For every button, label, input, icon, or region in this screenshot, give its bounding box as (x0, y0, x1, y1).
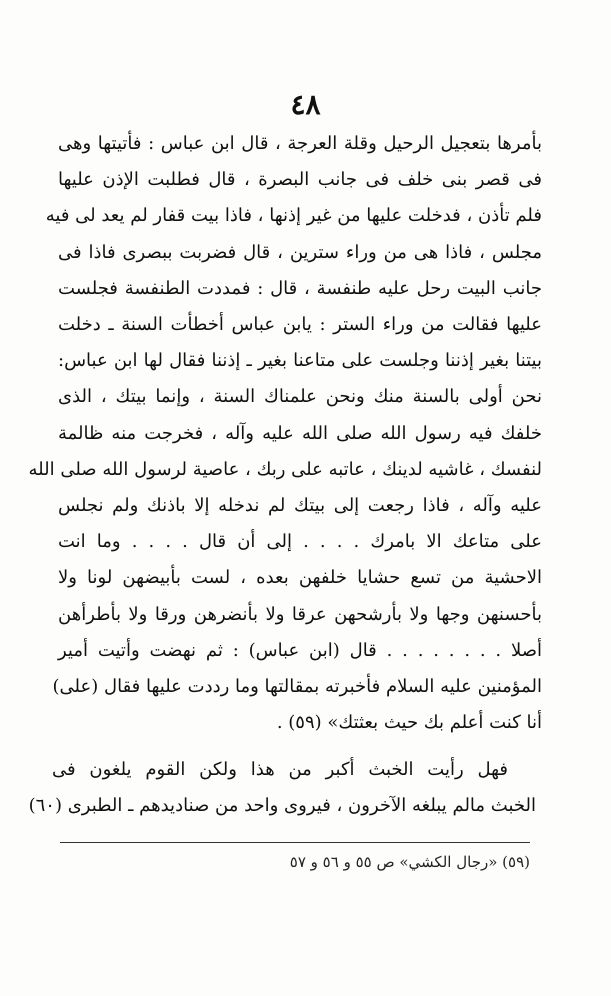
second-paragraph (28, 752, 536, 824)
text-line: خلفك فيه رسول الله صلى الله عليه وآله ، فخرجت منه ظالمة (58, 422, 542, 444)
text-line: على متاعك الا بامرك . . . . إلى أن قال . . . . وما انت (58, 531, 542, 553)
page-number: ٤٨ (290, 88, 321, 121)
text-line: أصلا . . . . . . . . قال (ابن عباس) : ثم نهضت وأتيت أمير (58, 639, 542, 661)
text-line: الاحشية من تسع حشايا خلفهن بعده ، لست بأبيضهن لونا ولا (58, 567, 542, 589)
text-line: الخبث مالم يبلغه الآخرون ، فيروى واحد من صناديدهم ـ الطبرى (٦٠) (28, 795, 536, 816)
text-line: المؤمنين عليه السلام فأخبرته بمقالتها وما رددت عليها فقال (على) (52, 676, 542, 698)
text-line: فهل رأيت الخبث أكبر من هذا ولكن القوم يلغون فى (52, 759, 508, 780)
text-line: أنا كنت أعلم بك حيث بعثتك» (٥٩) . (276, 712, 542, 734)
text-line: عليها فقالت من وراء الستر : يابن عباس أخطأت السنة ـ دخلت (58, 314, 542, 336)
text-line: عليه وآله ، فاذا رجعت إلى بيتك لم ندخله إلا باذنك ولم نجلس (58, 495, 542, 517)
footnote (60, 842, 530, 871)
footnote-text: (٥٩) «رجال الكشي» ص ٥٥ و ٥٦ و ٥٧ (289, 853, 530, 871)
text-line: فى قصر بنى خلف فى جانب البصرة ، قال فطلبت الإذن عليها (58, 169, 542, 191)
text-line: نحن أولى بالسنة منك ونحن علمناك السنة ، وإنما بيتك ، الذى (58, 386, 542, 408)
main-paragraph (28, 126, 542, 741)
text-line: مجلس ، فاذا هى من وراء سترين ، قال فضربت ببصرى فاذا فى (58, 241, 542, 263)
text-line: فلم تأذن ، فدخلت عليها من غير إذنها ، فاذا بيت قفار لم يعد لى فيه (45, 205, 542, 227)
text-line: بأمرها بتعجيل الرحيل وقلة العرجة ، قال ابن عباس : فأتيتها وهى (58, 133, 542, 154)
text-line: بيتنا بغير إذننا وجلست على متاعنا بغير ـ إذننا فقال لها ابن عباس: (58, 350, 542, 372)
text-line: لنفسك ، غاشيه لدينك ، عاتبه على ربك ، عاصية لرسول الله صلى الله (28, 458, 542, 480)
text-line: بأحسنهن وجها ولا بأرشحهن عرقا ولا بأنضرهن ورقا ولا بأطرأهن (58, 603, 542, 625)
text-line: جانب البيت رحل عليه طنفسة ، قال : فمددت الطنفسة فجلست (58, 277, 542, 299)
